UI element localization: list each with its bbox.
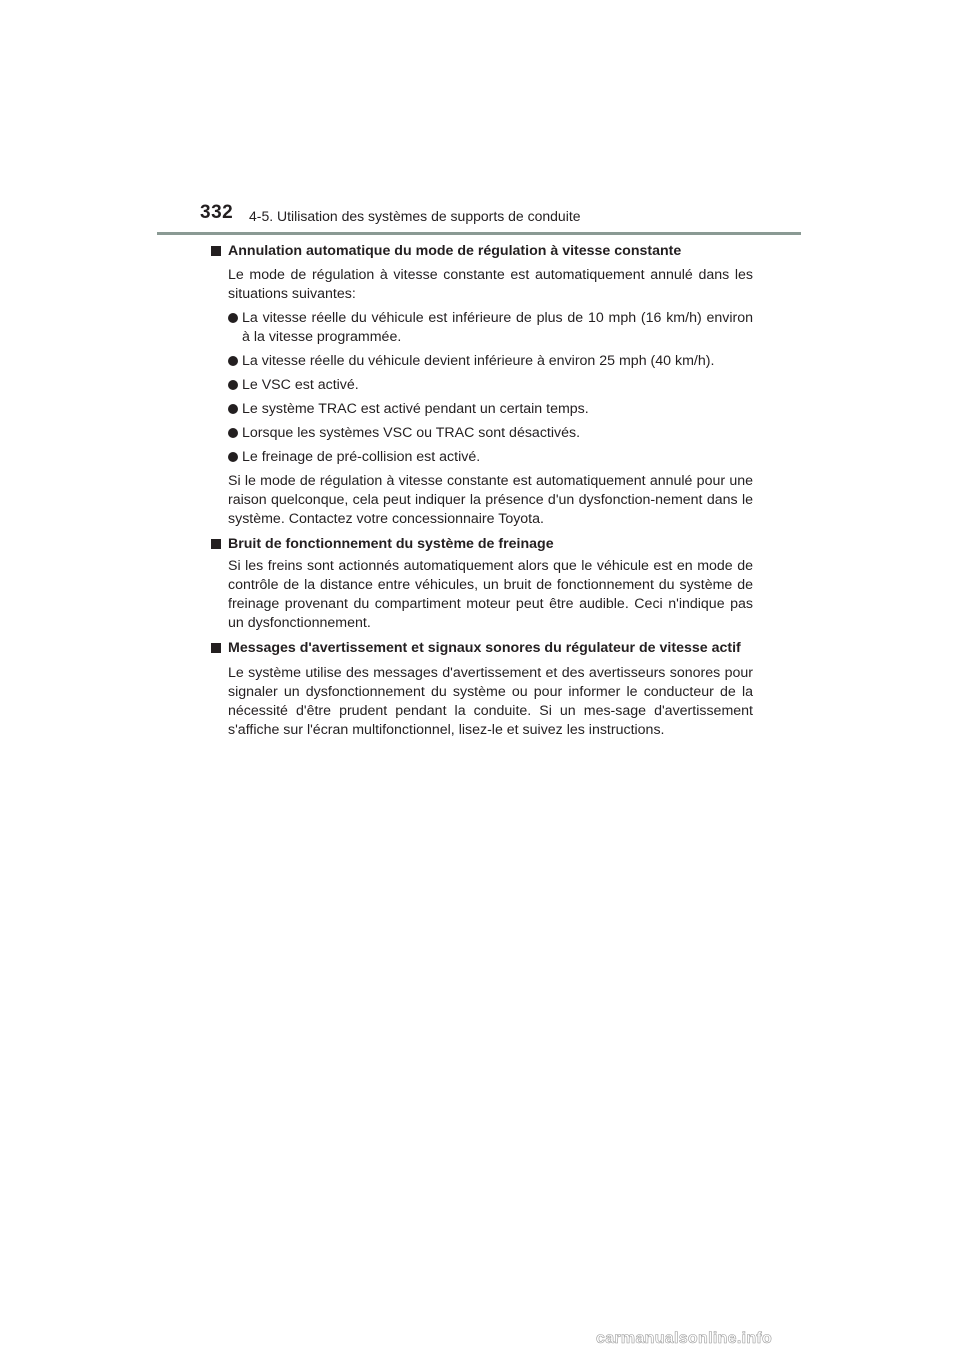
square-bullet-icon [211,539,221,549]
circle-bullet-icon [228,452,238,462]
circle-bullet-icon [228,356,238,366]
section-header-title: 4-5. Utilisation des systèmes de supports de conduite [249,208,581,224]
list-item-text: Le VSC est activé. [242,377,359,393]
list-item [228,309,753,347]
page-number: 332 [200,202,234,223]
circle-bullet-icon [228,313,238,323]
heading-text: Annulation automatique du mode de régulation à vitesse constante [228,243,682,259]
warnings-paragraph: Le système utilise des messages d'avertissement et des avertisseurs sonores pour signaler un dysfonctionnement du système ou pour informer le conducteur de la nécessité d'être prudent pendant la conduite. Si un mes-sage d'avertissement s'affiche sur l'écran multifonctionnel, lisez-le et suivez les instructions. [228,665,753,738]
list-item [228,400,753,419]
list-item [228,424,753,443]
section-heading-brake-noise [211,535,753,554]
list-item-text: Lorsque les systèmes VSC ou TRAC sont désactivés. [242,425,581,441]
heading-text: Messages d'avertissement et signaux sonores du régulateur de vitesse actif [228,640,741,656]
circle-bullet-icon [228,404,238,414]
list-item-text: Le freinage de pré-collision est activé. [242,449,481,465]
section-heading-warnings [211,639,753,658]
list-item-text: La vitesse réelle du véhicule devient inférieure à environ 25 mph (40 km/h). [242,353,715,369]
list-item [228,376,753,395]
cancel-conditions-list [211,309,753,467]
list-item [228,352,753,371]
brake-noise-paragraph: Si les freins sont actionnés automatiquement alors que le véhicule est en mode de contrôle de la distance entre véhicules, un bruit de fonctionnement du système de freinage provenant du compartiment moteur peut être audible. Ceci n'indique pas un dysfonctionnement. [228,558,753,631]
outro-paragraph: Si le mode de régulation à vitesse constante est automatiquement annulé pour une raison quelconque, cela peut indiquer la présence d'un dysfonction-nement dans le système. Contactez votre concessionnaire Toyota. [228,473,753,527]
list-item-text: Le système TRAC est activé pendant un certain temps. [242,401,589,417]
section-heading-auto-cancel [211,242,753,261]
header-divider [157,232,801,235]
square-bullet-icon [211,643,221,653]
square-bullet-icon [211,246,221,256]
list-item-text: La vitesse réelle du véhicule est inférieure de plus de 10 mph (16 km/h) environ à la vitesse programmée. [242,310,753,345]
page-content [211,242,753,740]
watermark: carmanualsonline.info [596,1330,773,1347]
circle-bullet-icon [228,428,238,438]
intro-paragraph: Le mode de régulation à vitesse constante est automatiquement annulé dans les situations suivantes: [228,267,753,302]
heading-text: Bruit de fonctionnement du système de freinage [228,536,554,552]
circle-bullet-icon [228,380,238,390]
list-item [228,448,753,467]
